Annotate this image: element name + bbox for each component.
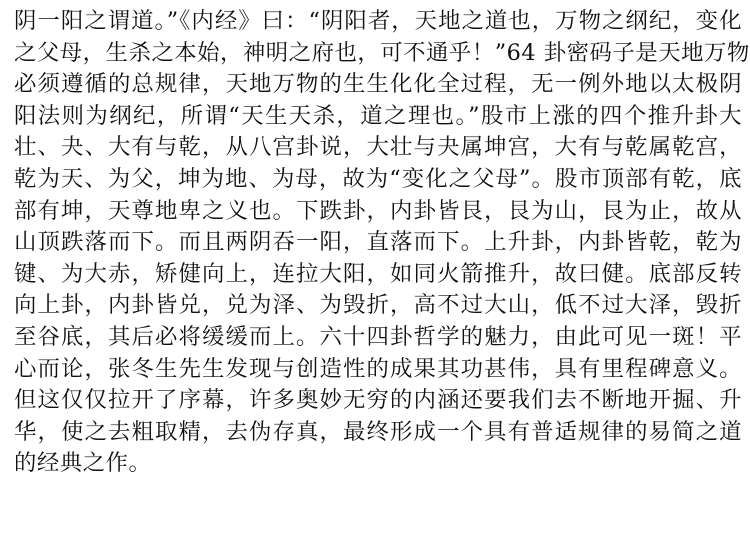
text-line-last: 的经典之作。 (14, 450, 152, 477)
text-line: 壮、夬、大有与乾，从八宫卦说，大壮与夬属坤宫，大有与乾属乾宫， (14, 134, 742, 161)
text-line: 山顶跌落而下。而且两阴吞一阳，直落而下。上升卦，内卦皆乾，乾为 (14, 229, 742, 256)
text-line: 部有坤，天尊地卑之义也。下跌卦，内卦皆艮，艮为山，艮为止，故从 (14, 197, 742, 224)
text-line: 心而论，张冬生先生发现与创造性的成果其功甚伟，具有里程碑意义。 (14, 355, 742, 382)
text-line: 向上卦，内卦皆兑，兑为泽、为毁折，高不过大山，低不过大泽，毁折 (14, 292, 742, 319)
text-line: 乾为天、为父，坤为地、为母，故为“变化之父母”。股市顶部有乾，底 (14, 165, 742, 192)
text-line: 至谷底，其后必将缓缓而上。六十四卦哲学的魅力，由此可见一斑！平 (14, 323, 742, 350)
text-line: 键、为大赤，矫健向上，连拉大阳，如同火箭推升，故曰健。底部反转 (14, 260, 742, 287)
text-line: 必须遵循的总规律，天地万物的生生化化全过程，无一例外地以太极阴 (14, 71, 742, 98)
text-line: 之父母，生杀之本始，神明之府也，可不通乎！”64 卦密码子是天地万物 (14, 39, 750, 66)
text-line: 但这仅仅拉开了序幕，许多奥妙无穷的内涵还要我们去不断地开掘、升 (14, 387, 742, 414)
text-line: 阳法则为纲纪，所谓“天生天杀，道之理也。”股市上涨的四个推升卦大 (14, 102, 742, 129)
text-line: 华，使之去粗取精，去伪存真，最终形成一个具有普适规律的易简之道 (14, 418, 742, 445)
document-body (14, 6, 750, 480)
text-line: 阴一阳之谓道。”《内经》曰：“阴阳者，天地之道也，万物之纲纪，变化 (14, 8, 742, 34)
